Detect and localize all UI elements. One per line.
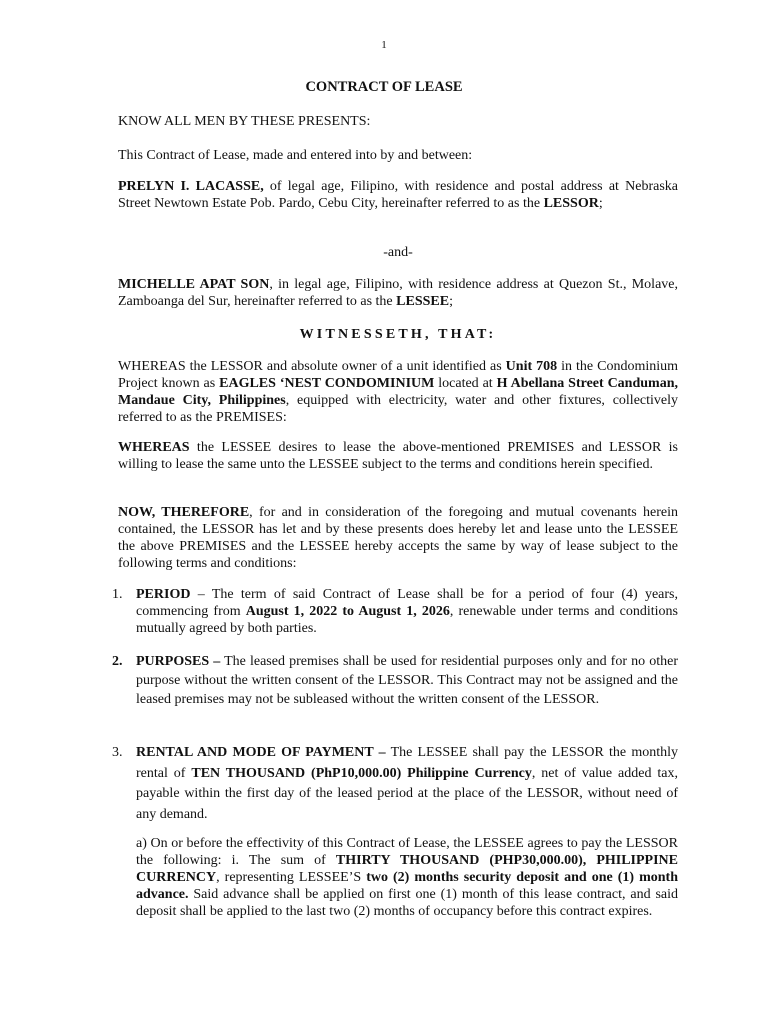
advance-amount: THIRTY THOUSAND (PHP30,000.00), PHILIPPINE CURRENCY xyxy=(136,853,678,885)
sub-a-text-a: a) On or before the effectivity of this Contract of Lease, the LESSEE agrees to pay the LESSOR the following: i. The sum of xyxy=(136,836,678,868)
list-item-number: 2. xyxy=(112,654,123,669)
whereas2-lead: WHEREAS xyxy=(118,440,190,455)
list-item-number: 1. xyxy=(112,587,123,602)
lessee-end: ; xyxy=(449,294,453,309)
page-number: 1 xyxy=(381,39,387,51)
whereas-paragraph-2 xyxy=(118,439,678,473)
intro-paragraph: This Contract of Lease, made and entered into by and between: xyxy=(118,148,473,163)
list-item-rental xyxy=(112,743,678,825)
lessor-name: PRELYN I. LACASSE, xyxy=(118,179,264,194)
whereas2-text: the LESSEE desires to lease the above-mentioned PREMISES and LESSOR is willing to lease the same unto the LESSEE subject to the terms and conditions herein specified. xyxy=(118,440,678,472)
period-heading: PERIOD xyxy=(136,587,191,602)
list-item-period xyxy=(112,586,678,637)
lessee-role: LESSEE xyxy=(396,294,450,309)
whereas-paragraph-1 xyxy=(118,358,678,426)
purposes-text: The leased premises shall be used for residential purposes only and for no other purpose without the written consent of the LESSOR. This Contract may not be assigned and the leased premises may not be subleased without the written consent of the LESSOR. xyxy=(136,654,679,707)
lessee-paragraph xyxy=(118,276,678,310)
lease-dates: August 1, 2022 to August 1, 2026 xyxy=(245,604,450,619)
now-therefore-text: , for and in consideration of the foregoing and mutual covenants herein contained, the LESSOR has let and by these presents does hereby let and lease unto the LESSEE the above PREMISES and the LESSEE hereby accepts the same by way of lease subject to the following terms and conditions: xyxy=(118,505,678,571)
payment-subitem-a xyxy=(136,835,678,920)
list-item-number: 3. xyxy=(112,745,123,760)
whereas1-text-c: located at xyxy=(434,376,497,391)
witnesseth-wrapper xyxy=(118,326,678,343)
unit-number: Unit 708 xyxy=(505,359,558,374)
lessor-paragraph xyxy=(118,178,678,212)
witnesseth-heading: WITNESSETH, THAT: xyxy=(299,327,497,342)
lessee-name: MICHELLE APAT SON xyxy=(118,277,270,292)
rental-text-b: , net of value added tax, payable within the first day of the leased period at the place of the LESSOR, without need of any demand. xyxy=(136,765,678,822)
monthly-rental-amount: TEN THOUSAND (PhP10,000.00) Philippine Currency xyxy=(191,765,532,781)
rental-heading: RENTAL AND MODE OF PAYMENT – xyxy=(136,745,386,760)
document-title: CONTRACT OF LEASE xyxy=(305,79,463,95)
now-therefore-lead: NOW, THEREFORE xyxy=(118,505,250,520)
sub-a-text-c: Said advance shall be applied on first one (1) month of this lease contract, and said deposit shall be applied to the last two (2) months of occupancy before this contract expires. xyxy=(136,887,678,919)
whereas1-text-a: WHEREAS the LESSOR and absolute owner of a unit identified as xyxy=(118,359,506,374)
lessor-text: of legal age, Filipino, with residence and postal address at Nebraska Street Newtown Estate Pob. Pardo, Cebu City, hereinafter referred to as the xyxy=(118,179,678,211)
list-item-purposes xyxy=(112,652,678,709)
period-text-b: , renewable under terms and conditions mutually agreed by both parties. xyxy=(136,604,678,636)
whereas1-text-b: in the Condominium Project known as xyxy=(118,359,679,391)
rental-text-a: The LESSEE shall pay the LESSOR the monthly rental of xyxy=(136,745,678,781)
lessor-role: LESSOR xyxy=(543,196,599,211)
lessor-end: ; xyxy=(598,196,603,211)
whereas1-text-d: , equipped with electricity, water and other fixtures, collectively referred to as the PREMISES: xyxy=(118,393,679,425)
and-separator: -and- xyxy=(383,245,413,260)
purposes-heading: PURPOSES – xyxy=(136,654,221,669)
period-text-a: – The term of said Contract of Lease shall be for a period of four (4) years, commencing from xyxy=(136,587,678,619)
project-location: H Abellana Street Canduman, Mandaue City, Philippines xyxy=(118,376,678,408)
know-all-line: KNOW ALL MEN BY THESE PRESENTS: xyxy=(118,114,371,129)
lessee-text: , in legal age, Filipino, with residence address at Quezon St., Molave, Zamboanga del Sur, hereinafter referred to as the xyxy=(118,277,679,309)
now-therefore-paragraph xyxy=(118,504,678,572)
project-name: EAGLES ‘NEST CONDOMINIUM xyxy=(219,376,435,391)
deposit-terms: two (2) months security deposit and one (1) month advance. xyxy=(136,870,678,902)
sub-a-text-b: , representing LESSEE’S xyxy=(216,870,367,885)
